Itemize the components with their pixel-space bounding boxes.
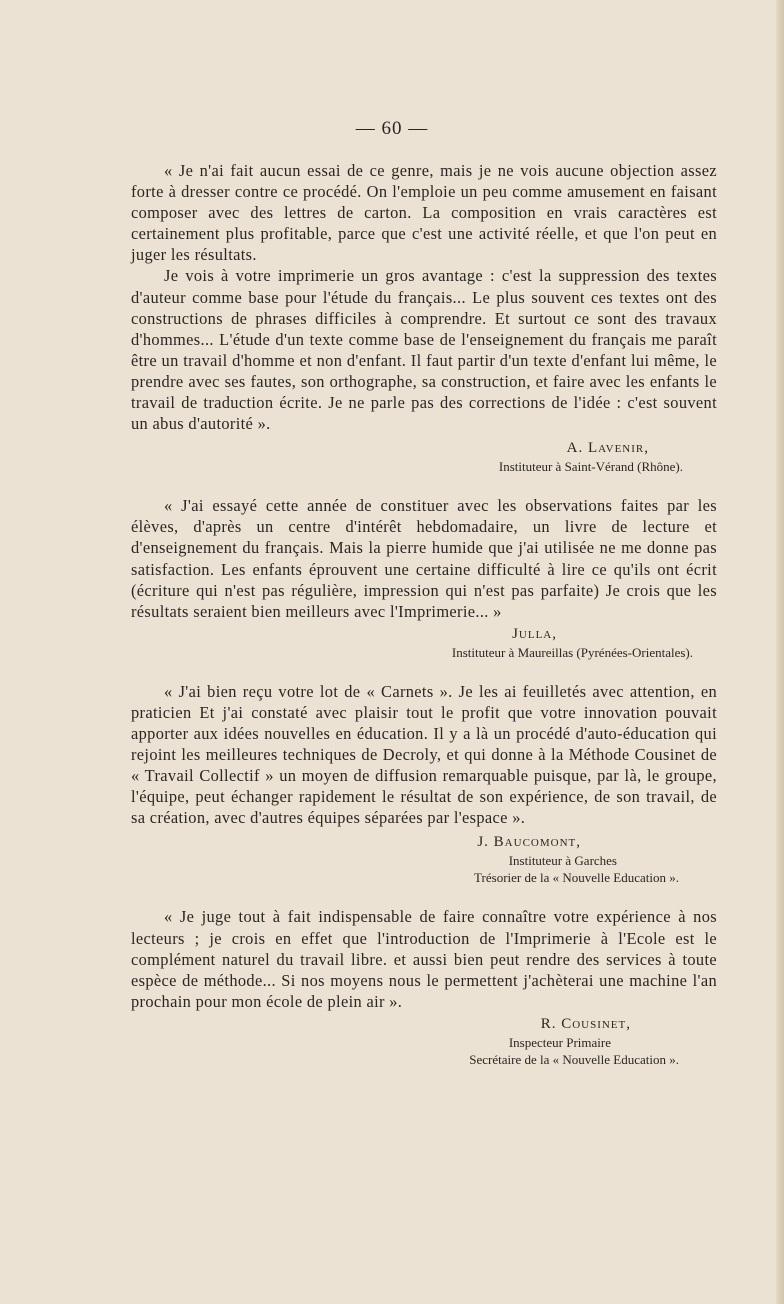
- letter-cousinet: [131, 906, 717, 1067]
- signature-name: J. Baucomont,: [477, 834, 581, 851]
- spacer: [131, 886, 717, 906]
- signature-block: [131, 438, 717, 475]
- signature-block: [131, 1014, 717, 1068]
- signature-block: [131, 624, 717, 661]
- signature-name: Julla,: [512, 625, 557, 642]
- signature-role: Secrétaire de la « Nouvelle Education ».: [469, 1051, 679, 1067]
- letter-baucomont: [131, 681, 717, 887]
- page-edge: [776, 0, 784, 1304]
- signature-role: Trésorier de la « Nouvelle Education ».: [474, 870, 679, 886]
- signature-role: Instituteur à Garches: [508, 853, 617, 869]
- letter-lavenir: [131, 160, 717, 475]
- spacer: [131, 475, 717, 495]
- signature-role: Inspecteur Primaire: [508, 1034, 611, 1050]
- signature-role: Instituteur à Saint-Vérand (Rhône).: [498, 459, 683, 475]
- letter-julla: [131, 495, 717, 661]
- signature-role: Instituteur à Maureillas (Pyrénées-Orientales).: [451, 644, 693, 660]
- letter-paragraph: « J'ai bien reçu votre lot de « Carnets ». Je les ai feuilletés avec attention, en praticien Et j'ai constaté avec plaisir tout le profit que votre innovation pouvait apporter aux idées nouvelles en éducation. Il y a là un procédé d'auto-éducation qui rejoint les meilleures techniques de Decroly, et qui donne à la Méthode Cousinet de « Travail Collectif » un moyen de diffusion remarquable puisque, par là, le groupe, l'équipe, peut échanger rapidement le résultat de son expérience, de son travail, de sa création, avec d'autres équipes séparées par l'espace ».: [131, 681, 717, 828]
- letter-paragraph: « J'ai essayé cette année de constituer avec les observations faites par les élèves, d'après un centre d'intérêt hebdomadaire, un livre de lecture et d'enseignement du français. Mais la pierre humide que j'ai utilisée ne me donne pas satisfaction. Les enfants éprouvent une certaine difficulté à lire ce qu'ils ont écrit (écriture qui n'est pas régulière, impression qui n'est pas parfaite) Je crois que les résultats seraient bien meilleurs avec l'Imprimerie... »: [131, 496, 717, 621]
- letter-paragraph: « Je juge tout à fait indispensable de faire connaître votre expérience à nos lecteurs ; je crois en effet que l'introduction de l'Imprimerie à l'Ecole est le complément naturel du travail libre. et aussi bien peut rendre des services à toute espèce de méthode... Si nos moyens nous le permettent j'achèterai une machine l'an prochain pour mon école de plein air ».: [131, 907, 717, 1011]
- letter-paragraph: « Je n'ai fait aucun essai de ce genre, mais je ne vois aucune objection assez forte à dresser contre ce procédé. On l'emploie un peu comme amusement en faisant composer avec des lettres de carton. La composition en vrais caractères est certainement plus profitable, parce que c'est une activité réelle, et que l'on peut en juger les résultats.: [131, 161, 717, 265]
- signature-name: R. Cousinet,: [540, 1015, 631, 1032]
- spacer: [131, 661, 717, 681]
- letter-paragraph: Je vois à votre imprimerie un gros avantage : c'est la suppression des textes d'auteur comme base pour l'étude du français... Le plus souvent ces textes ont des constructions de phrases difficiles à comprendre. Et surtout ce sont des travaux d'hommes... L'étude d'un texte comme base de l'enseignement du français me paraît être un travail d'homme et non d'enfant. Il faut partir d'un texte d'enfant lui même, le prendre avec ses fautes, son orthographe, sa construction, et faire avec les enfants le travail de traduction écrite. Je ne parle pas des corrections de l'idée : c'est souvent un abus d'autorité ».: [131, 266, 717, 434]
- page-number: — 60 —: [355, 118, 429, 139]
- signature-block: [131, 832, 717, 886]
- page-body: [131, 160, 717, 1068]
- signature-name: A. Lavenir,: [566, 440, 649, 457]
